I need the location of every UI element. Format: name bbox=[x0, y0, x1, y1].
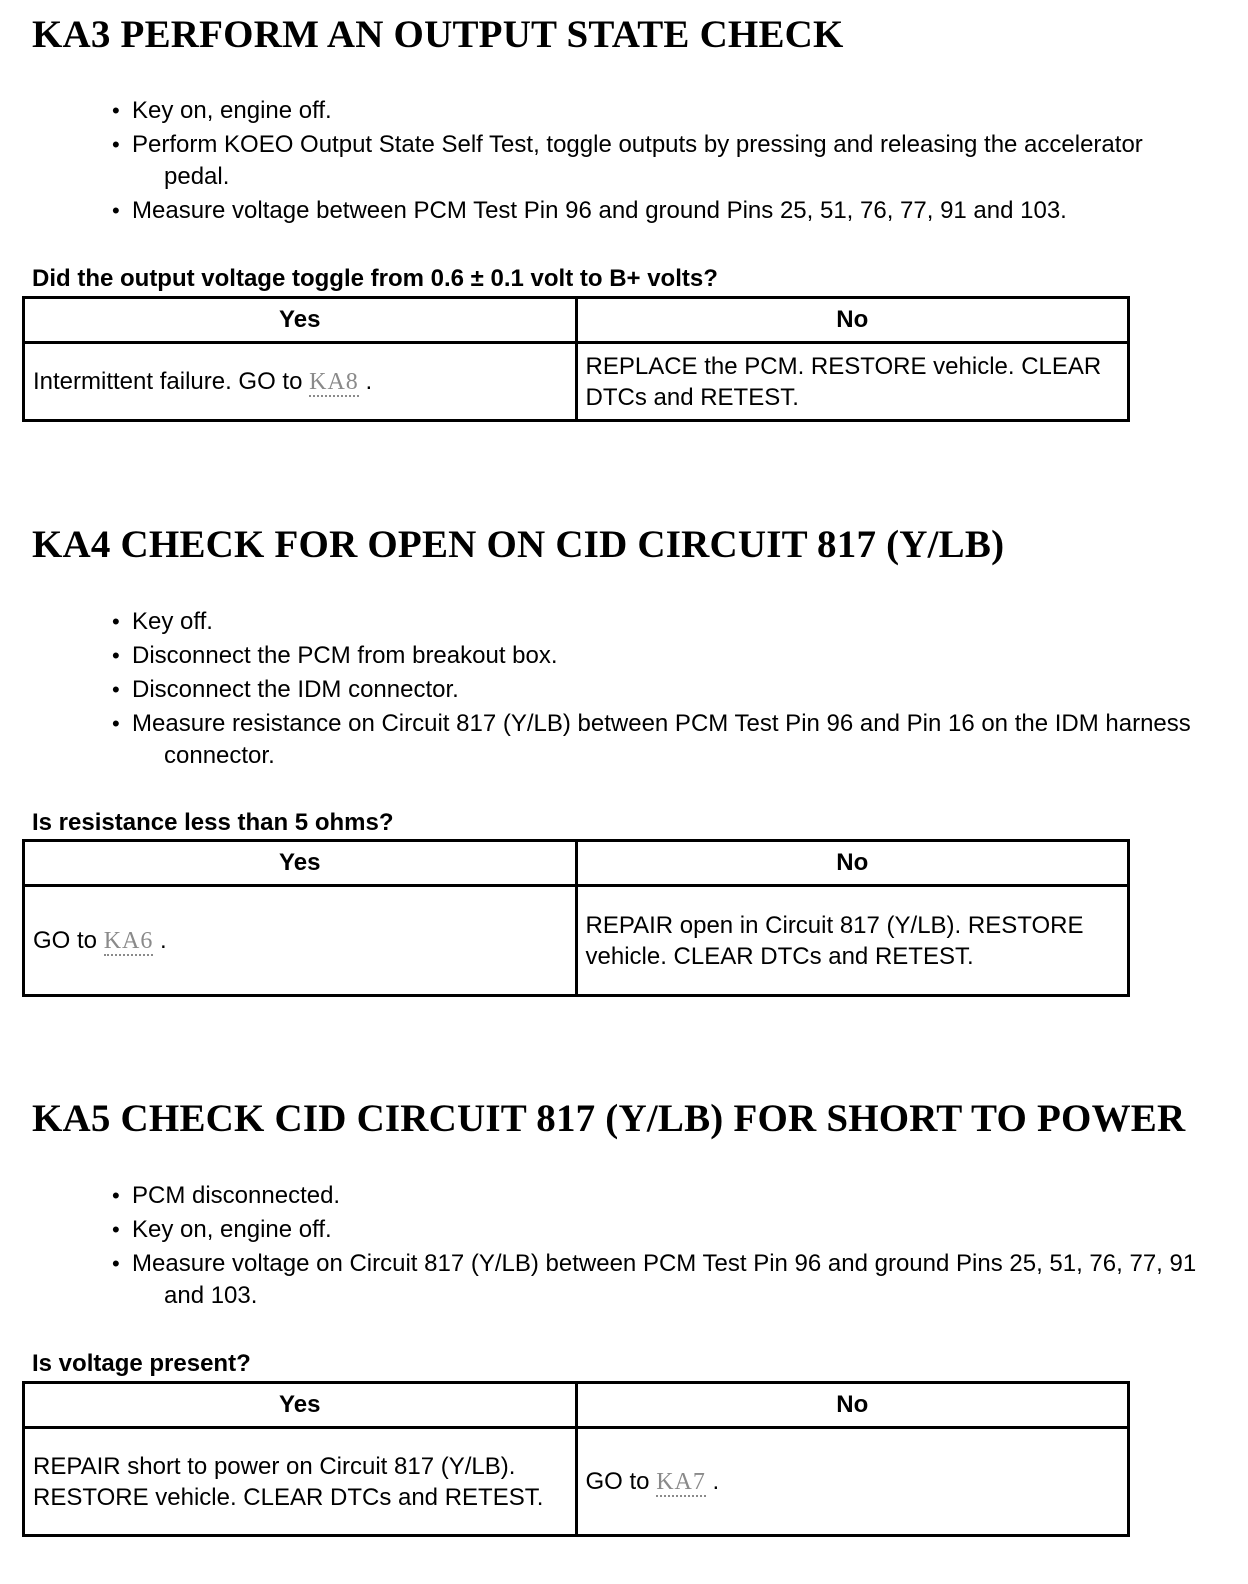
question-text: Is voltage present? bbox=[32, 1350, 251, 1377]
question-text: Did the output voltage toggle from 0.6 ± 0.1 volt to B+ volts? bbox=[32, 265, 718, 292]
no-header: No bbox=[576, 298, 1129, 343]
result-table bbox=[22, 296, 1130, 422]
no-header: No bbox=[576, 841, 1129, 886]
no-cell: REPAIR open in Circuit 817 (Y/LB). RESTORE vehicle. CLEAR DTCs and RETEST. bbox=[576, 886, 1129, 996]
step-item: • Key on, engine off. bbox=[108, 1214, 1218, 1246]
no-cell: REPLACE the PCM. RESTORE vehicle. CLEAR DTCs and RETEST. bbox=[576, 343, 1129, 421]
yes-header: Yes bbox=[24, 298, 577, 343]
yes-cell: GO to KA6 . bbox=[24, 886, 577, 996]
bullet-icon: • bbox=[112, 1183, 120, 1208]
result-table bbox=[22, 839, 1130, 997]
bullet-icon: • bbox=[112, 711, 120, 736]
step-item: • Disconnect the IDM connector. bbox=[108, 674, 1218, 706]
yes-header: Yes bbox=[24, 841, 577, 886]
yes-header: Yes bbox=[24, 1383, 577, 1428]
bullet-icon: • bbox=[112, 609, 120, 634]
step-item: • Measure voltage between PCM Test Pin 96 and ground Pins 25, 51, 76, 77, 91 and 103. bbox=[108, 195, 1218, 227]
bullet-icon: • bbox=[112, 643, 120, 668]
section-heading: KA3 PERFORM AN OUTPUT STATE CHECK bbox=[32, 13, 844, 56]
ka6-link[interactable]: KA6 bbox=[103, 927, 154, 954]
step-list bbox=[108, 95, 1218, 229]
yes-cell: Intermittent failure. GO to KA8 . bbox=[24, 343, 577, 421]
bullet-icon: • bbox=[112, 198, 120, 223]
section-heading: KA4 CHECK FOR OPEN ON CID CIRCUIT 817 (Y/LB) bbox=[32, 523, 1005, 566]
question-text: Is resistance less than 5 ohms? bbox=[32, 809, 394, 836]
yes-cell: REPAIR short to power on Circuit 817 (Y/LB). RESTORE vehicle. CLEAR DTCs and RETEST. bbox=[24, 1428, 577, 1536]
bullet-icon: • bbox=[112, 1217, 120, 1242]
bullet-icon: • bbox=[112, 677, 120, 702]
step-item: • Key off. bbox=[108, 606, 1218, 638]
step-item: • Measure resistance on Circuit 817 (Y/LB) between PCM Test Pin 96 and Pin 16 on the IDM harness connector. bbox=[112, 710, 1191, 769]
ka7-link[interactable]: KA7 bbox=[656, 1468, 706, 1495]
step-list bbox=[108, 1180, 1218, 1314]
section-heading: KA5 CHECK CID CIRCUIT 817 (Y/LB) FOR SHORT TO POWER bbox=[32, 1097, 1186, 1140]
step-item: • PCM disconnected. bbox=[108, 1180, 1218, 1212]
result-table bbox=[22, 1381, 1130, 1537]
no-cell: GO to KA7 . bbox=[576, 1428, 1129, 1536]
no-header: No bbox=[576, 1383, 1129, 1428]
ka8-link[interactable]: KA8 bbox=[309, 368, 359, 395]
step-item: • Disconnect the PCM from breakout box. bbox=[108, 640, 1218, 672]
bullet-icon: • bbox=[112, 98, 120, 123]
step-item: • Measure voltage on Circuit 817 (Y/LB) between PCM Test Pin 96 and ground Pins 25, 51, 76, 77, 91 and 103. bbox=[112, 1250, 1197, 1309]
bullet-icon: • bbox=[112, 1251, 120, 1276]
step-item: • Perform KOEO Output State Self Test, toggle outputs by pressing and releasing the accelerator pedal. bbox=[112, 131, 1143, 190]
step-list bbox=[108, 606, 1218, 774]
bullet-icon: • bbox=[112, 132, 120, 157]
step-item: • Key on, engine off. bbox=[108, 95, 1218, 127]
